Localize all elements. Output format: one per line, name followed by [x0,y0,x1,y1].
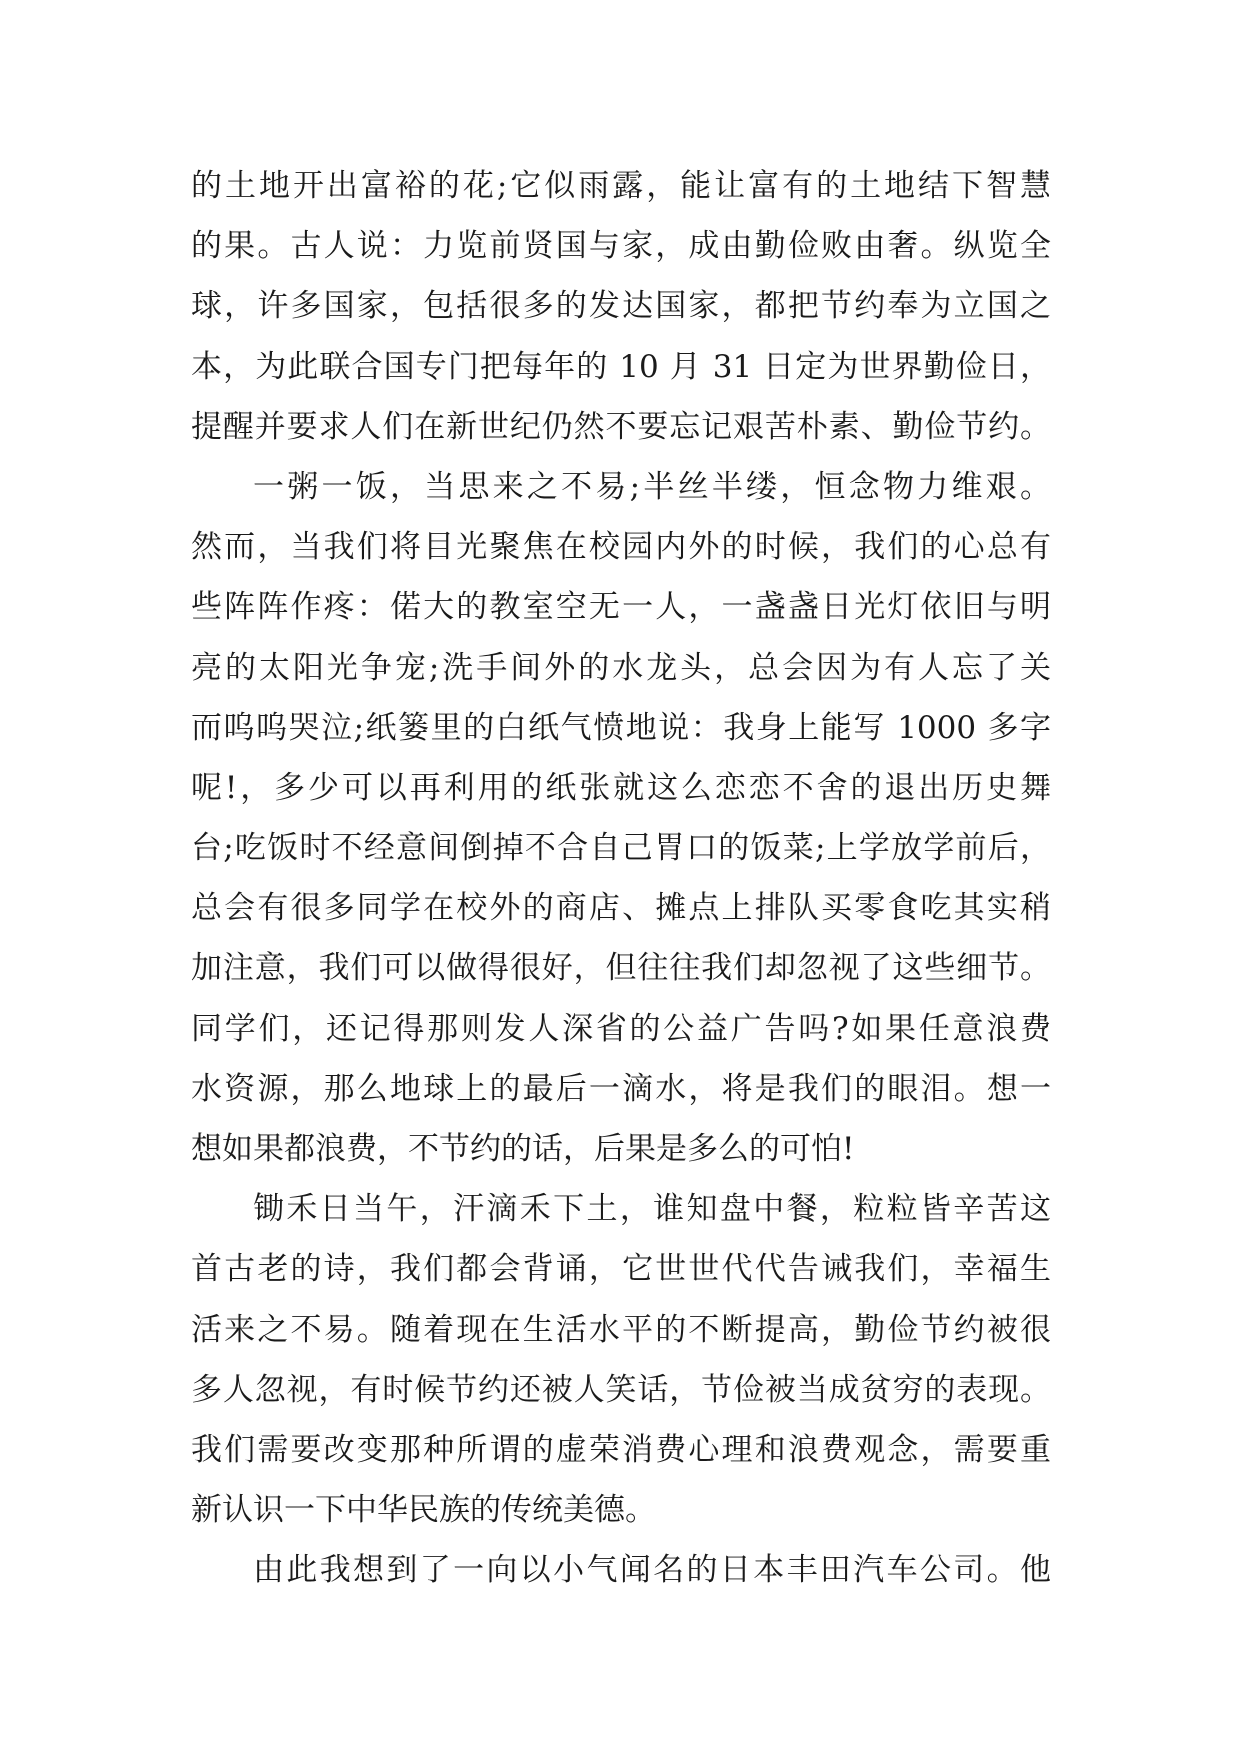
text-line: 水资源，那么地球上的最后一滴水，将是我们的眼泪。想一 [191,1070,1051,1107]
text-line: 呢!，多少可以再利用的纸张就这么恋恋不舍的退出历史舞 [191,769,1051,806]
text-line: 总会有很多同学在校外的商店、摊点上排队买零食吃其实稍 [191,890,1051,927]
text-line: 然而，当我们将目光聚焦在校园内外的时候，我们的心总有 [191,529,1051,566]
text-line: 亮的太阳光争宠;洗手间外的水龙头，总会因为有人忘了关 [191,649,1051,686]
text-line: 的果。古人说：力览前贤国与家，成由勤俭败由奢。纵览全 [191,228,1051,265]
text-line: 而呜呜哭泣;纸篓里的白纸气愤地说：我身上能写 1000 多字 [191,709,1051,746]
text-line: 加注意，我们可以做得很好，但往往我们却忽视了这些细节。 [191,950,1051,987]
text-line: 台;吃饭时不经意间倒掉不合自己胃口的饭菜;上学放学前后， [191,830,1051,867]
text-line: 锄禾日当午，汗滴禾下土，谁知盘中餐，粒粒皆辛苦这 [253,1191,1051,1228]
text-line: 首古老的诗，我们都会背诵，它世世代代告诫我们，幸福生 [191,1251,1051,1288]
text-line: 同学们，还记得那则发人深省的公益广告吗?如果任意浪费 [191,1010,1051,1047]
text-line: 本，为此联合国专门把每年的 10 月 31 日定为世界勤俭日， [191,348,1051,385]
document-body [191,156,1051,1601]
text-line: 由此我想到了一向以小气闻名的日本丰田汽车公司。他 [253,1552,1051,1589]
text-line: 多人忽视，有时候节约还被人笑话，节俭被当成贫穷的表现。 [191,1371,1051,1408]
text-line: 球，许多国家，包括很多的发达国家，都把节约奉为立国之 [191,288,1051,325]
text-line: 新认识一下中华民族的传统美德。 [191,1492,656,1529]
text-line: 提醒并要求人们在新世纪仍然不要忘记艰苦朴素、勤俭节约。 [191,408,1051,445]
text-line: 的土地开出富裕的花;它似雨露，能让富有的土地结下智慧 [191,168,1051,204]
text-line: 些阵阵作疼：偌大的教室空无一人，一盏盏日光灯依旧与明 [191,589,1051,626]
text-line: 我们需要改变那种所谓的虚荣消费心理和浪费观念，需要重 [191,1431,1051,1468]
text-line: 一粥一饭，当思来之不易;半丝半缕，恒念物力维艰。 [253,468,1051,505]
text-line: 想如果都浪费，不节约的话，后果是多么的可怕! [191,1131,855,1167]
text-line: 活来之不易。随着现在生活水平的不断提高，勤俭节约被很 [191,1311,1051,1348]
